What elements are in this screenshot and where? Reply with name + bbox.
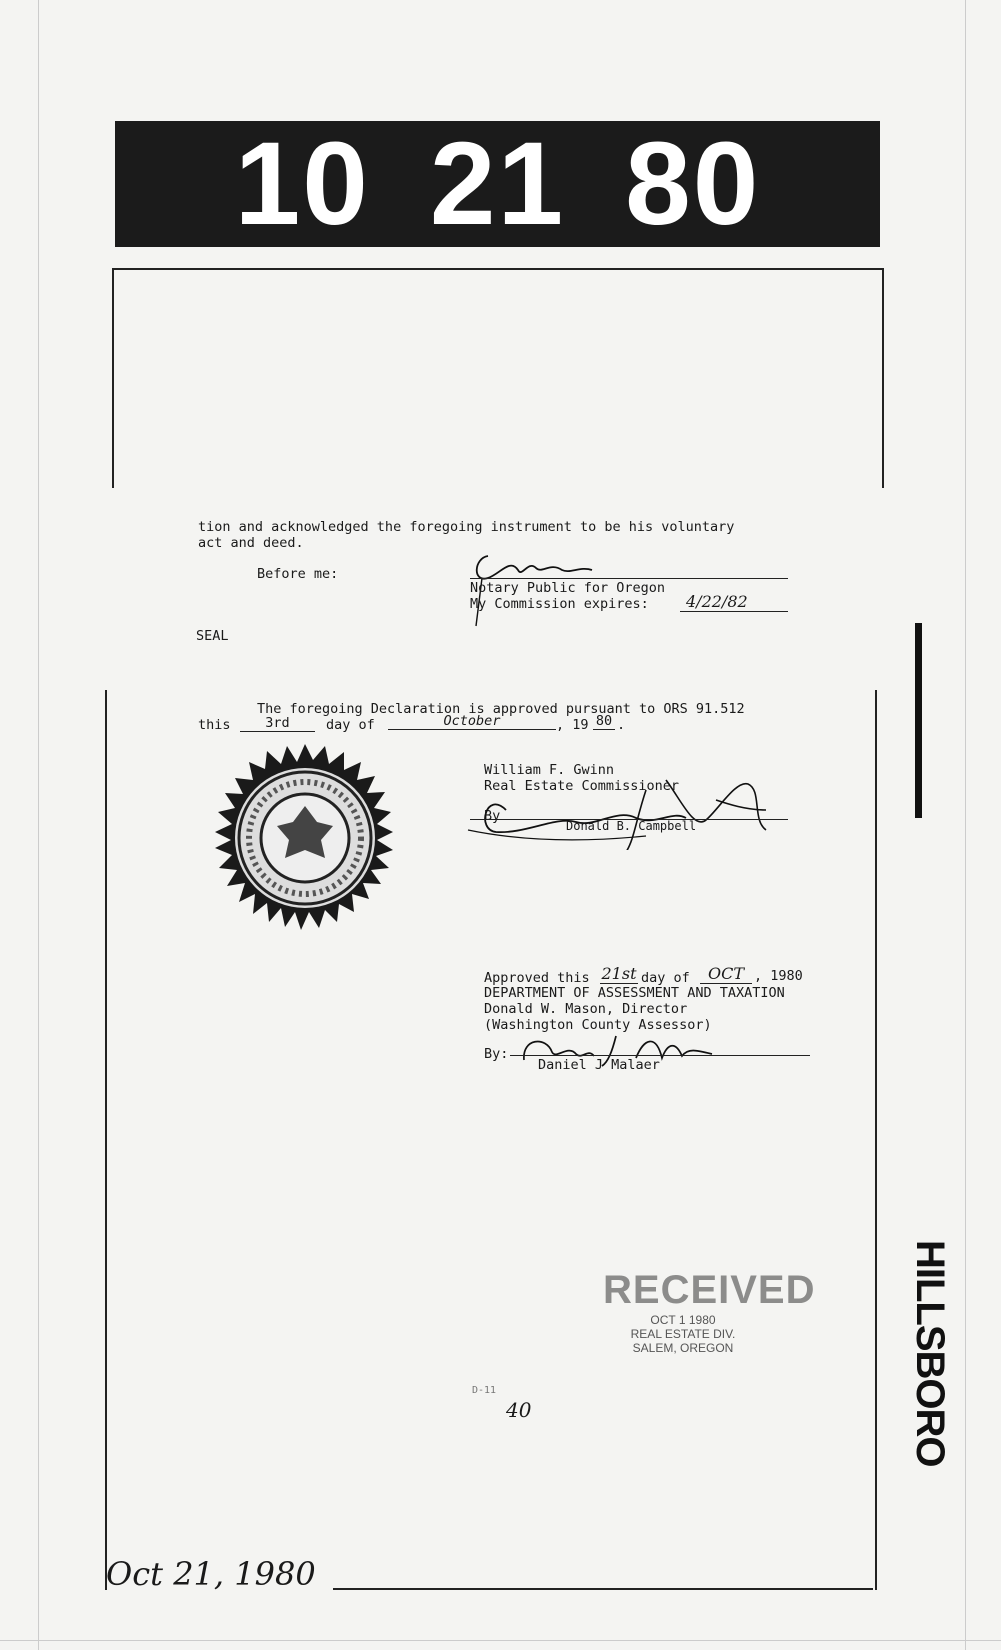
commission-date-line <box>680 611 788 612</box>
approval-day-of-label: day of <box>326 717 375 733</box>
commissioner-signer: Donald B. Campbell <box>566 819 697 833</box>
stamp-location: SALEM, OREGON <box>632 1341 734 1355</box>
approval-period: . <box>617 717 626 733</box>
approval-year: 80 <box>593 713 615 730</box>
approval-month: October <box>388 713 556 730</box>
assessor-by-label: By: <box>484 1046 509 1062</box>
received-stamp <box>603 1268 816 1368</box>
top-frame <box>112 268 884 488</box>
commission-date: 4/22/82 <box>686 592 748 611</box>
page-number: 40 <box>506 1398 532 1422</box>
approval-this-label: this <box>198 717 231 733</box>
commissioner-title: Real Estate Commissioner <box>484 778 680 794</box>
handwritten-date: Oct 21, 1980 <box>106 1555 316 1593</box>
assessor-year: , 1980 <box>754 968 803 984</box>
bottom-rule <box>333 1588 873 1590</box>
assessor-department: DEPARTMENT OF ASSESSMENT AND TAXATION <box>484 985 785 1001</box>
notary-title: Notary Public for Oregon <box>470 580 666 596</box>
side-bar-mark <box>915 623 922 818</box>
assessor-month: OCT <box>700 964 752 984</box>
banner-month: 10 <box>234 118 370 250</box>
assessor-signature-line <box>510 1055 810 1056</box>
assessor-day: 21st <box>601 964 637 983</box>
banner-year: 80 <box>625 118 761 250</box>
ack-line-1: tion and acknowledged the foregoing instrument to be his voluntary <box>198 519 735 535</box>
commissioner-by-label: By <box>484 808 501 824</box>
stamp-date: OCT 1 1980 <box>650 1313 716 1327</box>
assessor-signer: Daniel J Malaer <box>538 1057 660 1073</box>
commission-label: My Commission expires: <box>470 596 649 612</box>
notary-signature-line <box>470 578 788 579</box>
scan-edge-bottom <box>0 1640 1001 1641</box>
page-code: D-11 <box>472 1385 497 1396</box>
commissioner-signature <box>466 760 796 850</box>
ack-line-2: act and deed. <box>198 535 304 551</box>
scan-edge-left <box>38 0 39 1650</box>
assessor-director: Donald W. Mason, Director <box>484 1001 688 1017</box>
official-seal-icon <box>205 742 405 942</box>
approval-day: 3rd <box>240 715 315 732</box>
side-label-hillsboro: HILLSBORO <box>908 1240 952 1467</box>
approval-year-prefix: , 19 <box>556 717 589 733</box>
date-banner <box>115 118 880 250</box>
assessor-county: (Washington County Assessor) <box>484 1017 712 1033</box>
banner-day: 21 <box>429 118 566 250</box>
stamp-division: REAL ESTATE DIV. <box>630 1327 736 1341</box>
commissioner-name: William F. Gwinn <box>484 762 615 778</box>
seal-label: SEAL <box>196 628 229 644</box>
stamp-word: RECEIVED <box>603 1268 816 1312</box>
before-me-label: Before me: <box>257 566 339 582</box>
scan-edge-right <box>965 0 966 1650</box>
assessor-day-of-label: day of <box>641 970 690 986</box>
assessor-approved-label: Approved this <box>484 970 590 986</box>
approval-line-1: The foregoing Declaration is approved pursuant to ORS 91.512 <box>257 701 745 717</box>
